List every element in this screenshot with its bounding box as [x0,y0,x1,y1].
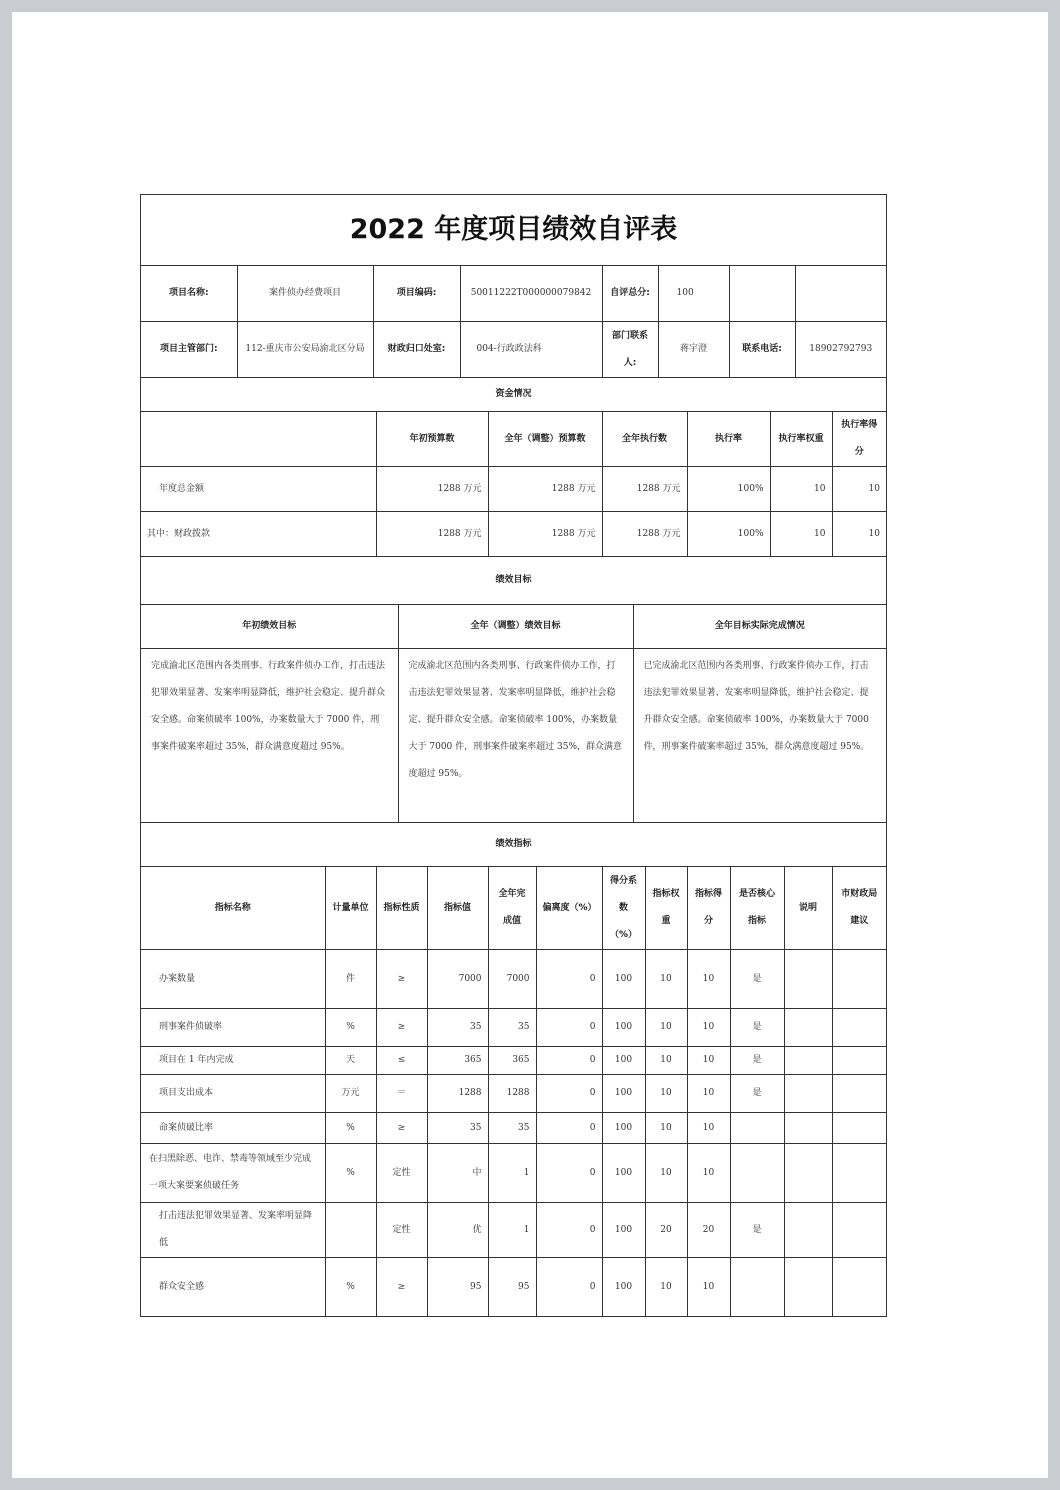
indicator-nature: 定性 [376,1203,427,1258]
indicator-note [784,1009,832,1047]
indicator-deviation: 0 [536,1047,602,1075]
funds-cell: 100% [687,512,770,557]
indicator-core [730,1113,784,1144]
indicators-header: 市财政局建议 [832,867,886,950]
indicator-core [730,1258,784,1317]
empty-cell [795,266,886,322]
goals-header: 全年目标实际完成情况 [633,605,886,649]
goals-section-title: 绩效目标 [141,557,886,605]
funds-header: 执行率得分 [832,412,886,467]
indicators-header-row [141,867,886,950]
indicator-core: 是 [730,1203,784,1258]
indicator-name: 在扫黑除恶、电诈、禁毒等领域至少完成一项大案要案侦破任务 [141,1144,325,1203]
indicator-deviation: 0 [536,1144,602,1203]
evaluation-form [140,194,887,1317]
table-row [141,467,886,512]
indicator-advice [832,1203,886,1258]
adjusted-goal-text: 完成渝北区范围内各类刑事、行政案件侦办工作，打击违法犯罪效果显著、发案率明显降低，维护社会稳定、提升群众安全感。命案侦破率 100%，办案数量大于 7000 件，刑事案件破案率超过 35%，群众满意度超过 95%。 [398,649,633,823]
indicator-name: 打击违法犯罪效果显著、发案率明显降低 [141,1203,325,1258]
indicator-coefficient: 100 [602,1144,645,1203]
goals-header: 年初绩效目标 [141,605,398,649]
indicator-weight: 10 [645,1009,687,1047]
indicator-unit: % [325,1009,376,1047]
indicators-header: 指标值 [427,867,488,950]
indicator-advice [832,1047,886,1075]
indicators-header: 是否核心指标 [730,867,784,950]
indicators-header: 偏离度（%） [536,867,602,950]
indicator-unit: % [325,1144,376,1203]
table-row [141,1258,886,1317]
indicator-unit: % [325,1113,376,1144]
indicator-score: 10 [687,1258,730,1317]
indicator-unit [325,1203,376,1258]
indicator-core: 是 [730,1009,784,1047]
funds-cell: 10 [770,512,832,557]
indicator-note [784,1144,832,1203]
indicator-done: 35 [488,1113,536,1144]
indicator-coefficient: 100 [602,1009,645,1047]
indicator-nature: 定性 [376,1144,427,1203]
indicator-done: 365 [488,1047,536,1075]
indicator-score: 10 [687,1009,730,1047]
indicator-done: 1 [488,1144,536,1203]
indicators-header: 指标名称 [141,867,325,950]
self-score-label: 自评总分: [602,266,658,322]
table-row [141,1075,886,1113]
indicator-nature: ≥ [376,1258,427,1317]
indicator-core [730,1144,784,1203]
indicator-deviation: 0 [536,1258,602,1317]
contact-label: 部门联系人: [602,322,658,378]
indicator-name: 命案侦破比率 [141,1113,325,1144]
indicators-header: 全年完成值 [488,867,536,950]
indicator-nature: ≤ [376,1047,427,1075]
indicator-deviation: 0 [536,1075,602,1113]
indicator-advice [832,1113,886,1144]
indicator-done: 1 [488,1203,536,1258]
indicator-note [784,1075,832,1113]
indicators-header: 指标得分 [687,867,730,950]
indicator-score: 10 [687,1144,730,1203]
indicator-unit: 件 [325,950,376,1009]
funds-cell: 100% [687,467,770,512]
indicator-weight: 10 [645,1113,687,1144]
indicator-name: 项目在 1 年内完成 [141,1047,325,1075]
indicator-weight: 10 [645,1075,687,1113]
indicator-coefficient: 100 [602,1258,645,1317]
indicators-header: 指标权重 [645,867,687,950]
goals-header: 全年（调整）绩效目标 [398,605,633,649]
indicator-deviation: 0 [536,1203,602,1258]
indicator-core: 是 [730,1075,784,1113]
page-title: 2022 年度项目绩效自评表 [141,195,886,266]
document-page [12,12,1048,1478]
funds-cell: 1288 万元 [376,512,488,557]
funds-cell: 10 [770,467,832,512]
table-row [141,1113,886,1144]
funds-section-title: 资金情况 [141,378,886,412]
indicator-name: 刑事案件侦破率 [141,1009,325,1047]
indicators-table [141,822,886,1317]
indicator-core: 是 [730,950,784,1009]
indicator-coefficient: 100 [602,1047,645,1075]
indicator-core: 是 [730,1047,784,1075]
indicator-value: 优 [427,1203,488,1258]
indicator-coefficient: 100 [602,1203,645,1258]
project-code-label: 项目编码: [373,266,460,322]
project-name-value: 案件侦办经费项目 [237,266,373,322]
indicator-weight: 10 [645,1144,687,1203]
indicator-name: 办案数量 [141,950,325,1009]
funds-cell: 1288 万元 [488,467,602,512]
indicator-score: 10 [687,1075,730,1113]
funds-header: 全年（调整）预算数 [488,412,602,467]
indicator-value: 365 [427,1047,488,1075]
table-row [141,950,886,1009]
table-row [141,512,886,557]
funds-header: 执行率 [687,412,770,467]
indicators-header: 计量单位 [325,867,376,950]
funds-cell: 10 [832,512,886,557]
indicator-coefficient: 100 [602,1075,645,1113]
goals-table [141,556,886,823]
indicator-note [784,1258,832,1317]
table-row [141,1144,886,1203]
indicators-section-title: 绩效指标 [141,823,886,867]
indicators-header: 指标性质 [376,867,427,950]
finance-label: 财政归口处室: [373,322,460,378]
indicator-advice [832,1144,886,1203]
indicator-name: 群众安全感 [141,1258,325,1317]
indicator-score: 10 [687,950,730,1009]
self-score-value: 100 [658,266,729,322]
indicator-advice [832,950,886,1009]
indicator-advice [832,1075,886,1113]
empty-cell [729,266,795,322]
table-row [141,1047,886,1075]
indicator-done: 7000 [488,950,536,1009]
indicator-weight: 10 [645,1047,687,1075]
dept-value: 112-重庆市公安局渝北区分局 [237,322,373,378]
indicator-value: 中 [427,1144,488,1203]
indicator-note [784,1203,832,1258]
indicator-note [784,1047,832,1075]
indicator-weight: 20 [645,1203,687,1258]
funds-cell: 10 [832,467,886,512]
indicator-nature: ＝ [376,1075,427,1113]
indicator-unit: 万元 [325,1075,376,1113]
funds-cell: 1288 万元 [488,512,602,557]
empty-cell [141,412,376,467]
project-name-label: 项目名称: [141,266,237,322]
indicator-note [784,1113,832,1144]
indicator-score: 10 [687,1047,730,1075]
indicator-name: 项目支出成本 [141,1075,325,1113]
funds-table [141,377,886,557]
indicator-deviation: 0 [536,1113,602,1144]
indicator-unit: % [325,1258,376,1317]
indicator-score: 10 [687,1113,730,1144]
project-code-value: 50011222T000000079842 [460,266,602,322]
actual-completion-text: 已完成渝北区范围内各类刑事、行政案件侦办工作，打击违法犯罪效果显著、发案率明显降低，维护社会稳定、提升群众安全感。命案侦破率 100%，办案数量大于 7000 件，刑事案件破案率超过 35%，群众满意度超过 95%。 [633,649,886,823]
funds-cell: 1288 万元 [602,467,687,512]
indicator-coefficient: 100 [602,950,645,1009]
table-row [141,1203,886,1258]
title-table [141,195,886,266]
indicator-nature: ≥ [376,950,427,1009]
finance-value: 004-行政政法科 [460,322,602,378]
contact-value: 蒋宇澄 [658,322,729,378]
funds-cell: 1288 万元 [602,512,687,557]
indicator-unit: 天 [325,1047,376,1075]
indicators-header: 得分系数（%） [602,867,645,950]
indicator-done: 1288 [488,1075,536,1113]
indicator-coefficient: 100 [602,1113,645,1144]
initial-goal-text: 完成渝北区范围内各类刑事、行政案件侦办工作，打击违法犯罪效果显著、发案率明显降低，维护社会稳定、提升群众安全感。命案侦破率 100%，办案数量大于 7000 件，刑事案件破案率超过 35%，群众满意度超过 95%。 [141,649,398,823]
indicator-score: 20 [687,1203,730,1258]
indicator-nature: ≥ [376,1113,427,1144]
indicator-advice [832,1009,886,1047]
funds-header: 年初预算数 [376,412,488,467]
indicator-advice [832,1258,886,1317]
table-row [141,1009,886,1047]
dept-label: 项目主管部门: [141,322,237,378]
indicator-value: 35 [427,1009,488,1047]
funds-cell: 1288 万元 [376,467,488,512]
indicator-deviation: 0 [536,950,602,1009]
funds-header: 执行率权重 [770,412,832,467]
phone-value: 18902792793 [795,322,886,378]
indicator-value: 95 [427,1258,488,1317]
indicator-weight: 10 [645,950,687,1009]
info-table [141,265,886,378]
indicator-nature: ≥ [376,1009,427,1047]
funds-row-name: 其中：财政拨款 [141,512,376,557]
indicator-value: 1288 [427,1075,488,1113]
indicator-deviation: 0 [536,1009,602,1047]
funds-header: 全年执行数 [602,412,687,467]
indicator-weight: 10 [645,1258,687,1317]
indicator-value: 7000 [427,950,488,1009]
indicator-value: 35 [427,1113,488,1144]
phone-label: 联系电话: [729,322,795,378]
indicators-header: 说明 [784,867,832,950]
indicator-done: 95 [488,1258,536,1317]
indicator-done: 35 [488,1009,536,1047]
indicator-note [784,950,832,1009]
funds-row-name: 年度总金额 [141,467,376,512]
